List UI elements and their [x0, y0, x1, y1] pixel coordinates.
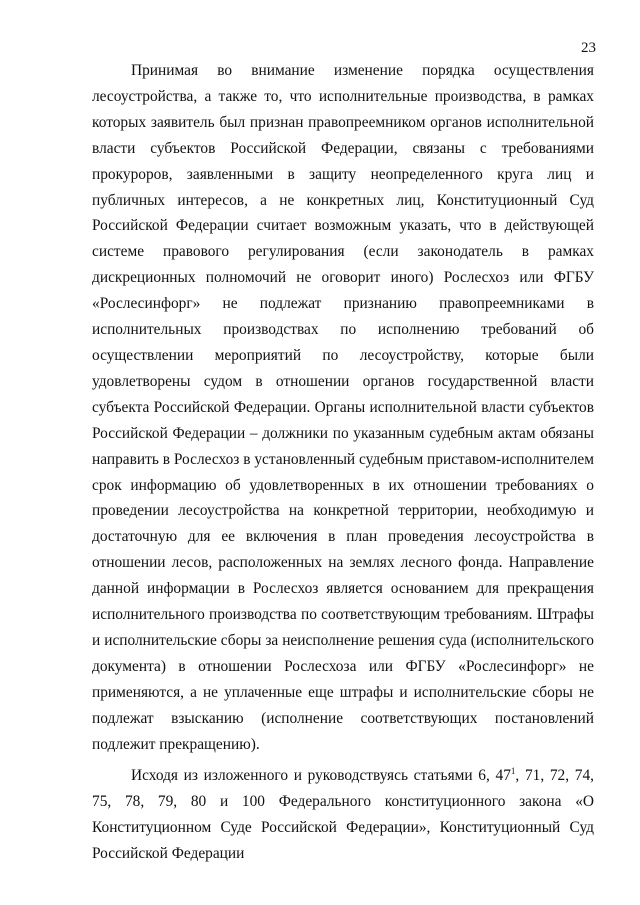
paragraph-2-text-end: , 71, 72, 74, 75, 78, 79, 80 и 100 Федерального конституционного закона «О Конституционном Суде Российской Федерации», Конституционный Суд Российской Федерации [92, 767, 595, 863]
page-number: 23 [581, 40, 596, 56]
paragraph-1: Принимая во внимание изменение порядка осуществления лесоустройства, а также то, что исполнительные производства, в рамках которых заявитель был признан правопреемником органов исполнительной власти субъектов Российской Федерации, связаны с требованиями прокуроров, заявленными в защиту неопределенного круга лиц и публичных интересов, а не конкретных лиц, Конституционный Суд Российской Федерации считает возможным указать, что в действующей системе правового регулирования (если законодатель в рамках дискреционных полномочий не оговорит иного) Рослесхоз или ФГБУ «Рослесинфорг» не подлежат признанию правопреемниками в исполнительных производствах по исполнению требований об осуществлении мероприятий по лесоустройству, которые были удовлетворены судом в отношении органов государственной власти субъекта Российской Федерации. Органы исполнительной власти субъектов Российской Федерации – должники по указанным судебным актам обязаны направить в Рослесхоз в установленный судебным приставом-исполнителем срок информацию об удовлетворенных в их отношении требованиях о проведении лесоустройства на конкретной территории, необходимую и достаточную для ее включения в план проведения лесоустройства в отношении лесов, расположенных на землях лесного фонда. Направление данной информации в Рослесхоз является основанием для прекращения исполнительного производства по соответствующим требованиям. Штрафы и исполнительские сборы за неисполнение решения суда (исполнительского документа) в отношении Рослесхоза или ФГБУ «Рослесинфорг» не применяются, а не уплаченные еще штрафы и исполнительские сборы не подлежат взысканию (исполнение соответствующих постановлений подлежит прекращению). [92, 62, 594, 753]
paragraph-2 [92, 763, 594, 867]
article-superscript: 1 [510, 766, 516, 777]
paragraph-2-text-start: Исходя из изложенного и руководствуясь статьями 6, 47 [131, 767, 511, 785]
document-body [92, 58, 594, 867]
